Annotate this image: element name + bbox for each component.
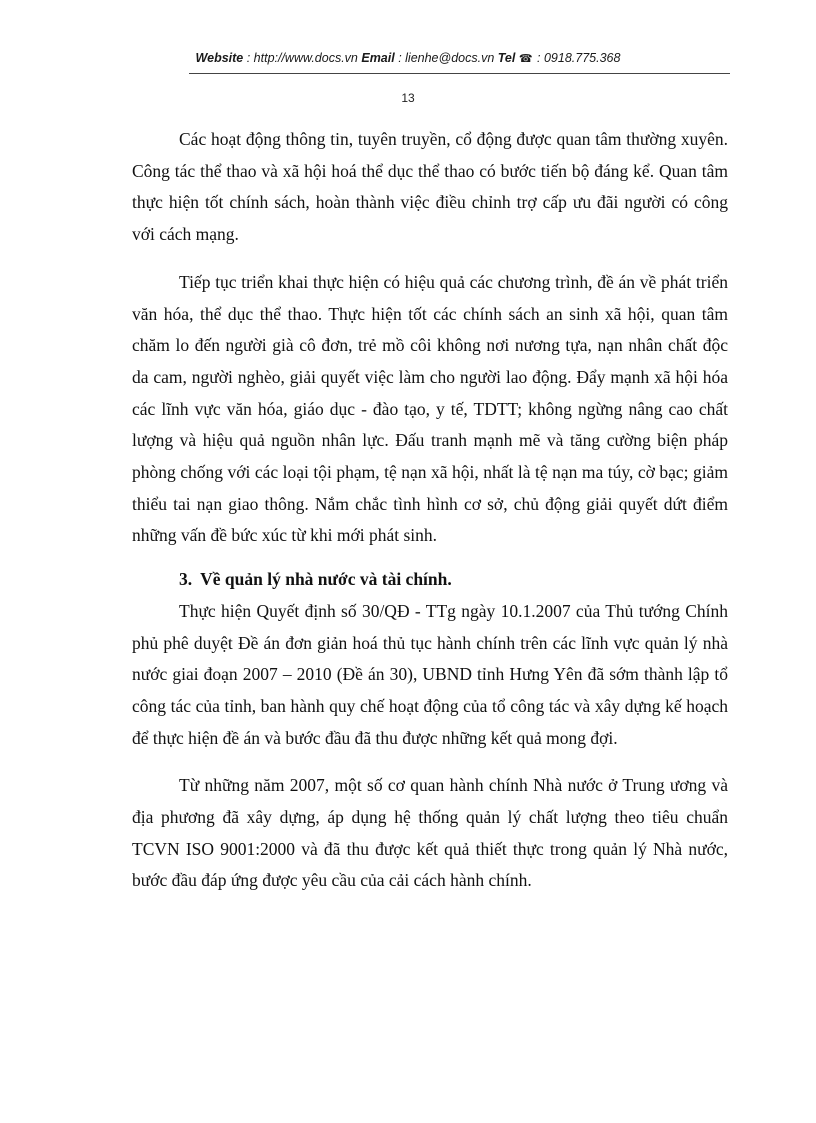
section-number: 3. — [179, 569, 193, 590]
tel-number: : 0918.775.368 — [533, 51, 621, 65]
tel-label: Tel — [497, 51, 516, 65]
website-link[interactable]: : http://www.docs.vn — [243, 51, 362, 65]
page-header — [0, 51, 816, 65]
header-divider — [189, 73, 730, 74]
email-label: Email — [361, 51, 395, 65]
section-heading — [132, 564, 728, 596]
page-number: 13 — [401, 91, 415, 105]
website-label: Website — [195, 51, 244, 65]
section-paragraph-1: Thực hiện Quyết định số 30/QĐ - TTg ngày 10.1.2007 của Thủ tướng Chính phủ phê duyệt Đề án đơn giản hoá thủ tục hành chính trên các lĩnh vực quản lý nhà nước giai đoạn 2007 – 2010 (Đề án 30), UBND tỉnh Hưng Yên đã sớm thành lập tổ công tác của tỉnh, ban hành quy chế hoạt động của tổ công tác và xây dựng kế hoạch để thực hiện đề án và bước đầu đã thu được những kết quả mong đợi. — [132, 600, 728, 748]
phone-icon: ☎ — [518, 53, 533, 65]
paragraph-1: Các hoạt động thông tin, tuyên truyền, cổ động được quan tâm thường xuyên. Công tác thể thao và xã hội hoá thể dục thể thao có bước tiến bộ đáng kể. Quan tâm thực hiện tốt chính sách, hoàn thành việc điều chỉnh trợ cấp ưu đãi người có công với cách mạng. — [132, 129, 728, 245]
document-body — [132, 124, 728, 897]
paragraph-2: Tiếp tục triển khai thực hiện có hiệu quả các chương trình, đề án về phát triển văn hóa, thể dục thể thao. Thực hiện tốt các chính sách an sinh xã hội, quan tâm chăm lo đến người già cô đơn, trẻ mồ côi không nơi nương tựa, nạn nhân chất độc da cam, người nghèo, giải quyết việc làm cho người lao động. Đẩy mạnh xã hội hóa các lĩnh vực văn hóa, giáo dục - đào tạo, y tế, TDTT; không ngừng nâng cao chất lượng và hiệu quả nguồn nhân lực. Đấu tranh mạnh mẽ và tăng cường biện pháp phòng chống với các loại tội phạm, tệ nạn xã hội, nhất là tệ nạn ma túy, cờ bạc; giảm thiểu tai nạn giao thông. Nắm chắc tình hình cơ sở, chủ động giải quyết dứt điểm những vấn đề bức xúc từ khi mới phát sinh. — [132, 271, 728, 546]
section-title: Về quản lý nhà nước và tài chính. — [200, 569, 452, 590]
section-paragraph-2: Từ những năm 2007, một số cơ quan hành chính Nhà nước ở Trung ương và địa phương đã xây dựng, áp dụng hệ thống quản lý chất lượng theo tiêu chuẩn TCVN ISO 9001:2000 và đã thu được kết quả thiết thực trong quản lý Nhà nước, bước đầu đáp ứng được yêu cầu của cải cách hành chính. — [132, 775, 728, 891]
email-link[interactable]: : lienhe@docs.vn — [394, 51, 498, 65]
